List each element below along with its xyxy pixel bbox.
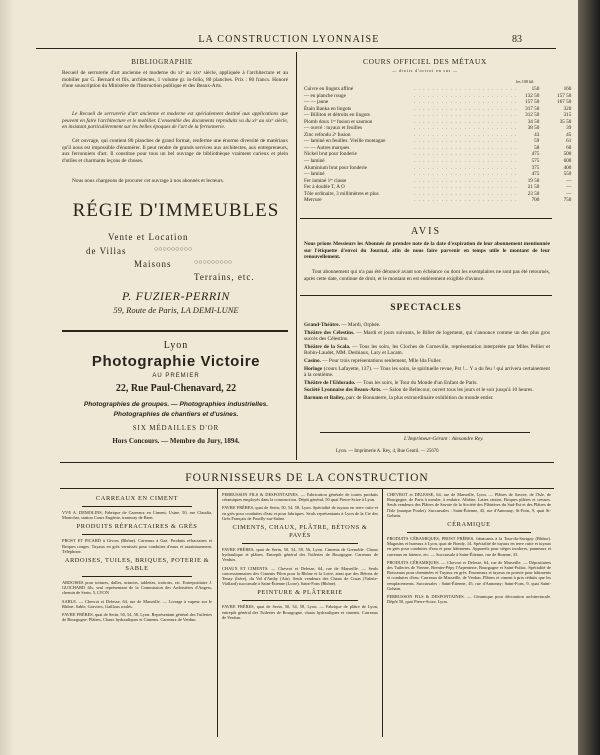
supplier-entry: PRODUITS CÉRAMIQUES, PROST FRÈRES, fabricants à la Tour-du-Savigny (Rhône). Magasins et bureaux à Lyon, quai de Bondy, 14. Spécialité de tuyaux en terre cuite et tuyaux en grès pour conduites d'eau et pour bâtiments. Appareils pour sièges inodores, panneaux et carreaux en faïence, etc. — Succursale à Saint-Étienne, rue de Roanne, 33.: [387, 536, 551, 557]
leader-dots: . . . . . . . . . . . . . . . . . . . . . . .: [414, 125, 518, 132]
supplier-entry: PERRUSSON FILS & DESFONTAINES. — Céramique pour décoration architecturale. Dépôt 50, quai Pierre-Scize, Lyon.: [387, 594, 551, 605]
leader-dots: . . . . . . . . . . . . . . . . . . . . . . .: [414, 151, 518, 158]
regie-line-1: Vente et Location: [108, 232, 189, 242]
supplier-entry: CHAUX ET CIMENTS. — Chevrot et Delesse, 64, rue de Marseille. — Seuls concessionnaires des Ciments Pilon pour la Rhône et la Loire, ainsi que des Bétons de Tenay (Isère), du Val d'Amby (Ain). Seuls vendeurs des Chaux de Cruas (Valette-Viallard) succursale à Saint-Étienne (Loire), Saint-Fons (Rhône).: [222, 565, 378, 587]
leader-dots: . . . . . . . . . . . . . . . . . . . . . . .: [414, 184, 518, 191]
category-rule: [407, 532, 531, 533]
fourn-sub-rule: [60, 488, 554, 489]
supplier-entry: FAVRE FRÈRES, quai de Serin, 50, 54, 58, Lyon. Spécialité de tuyaux en terre cuite et en grès pour conduites d'eau et pour fabriques. Seuls représentants à Lyon de la Cie des Grès Français de Pouilly-sur-Saône.: [222, 505, 378, 521]
price-low: 475: [531, 151, 540, 158]
leader-dots: . . . . . . . . . . . . . . . . . . . . . . .: [414, 144, 518, 151]
regie-line-4: Terrains, etc.: [194, 272, 255, 282]
photo-city: Lyon: [163, 340, 189, 351]
price-low: 43: [534, 131, 540, 138]
supplier-entry: FAVRE FRÈRES, quai de Serin, 50, 54, 58, 56, Lyon. Ciments de Grenoble. Chaux hydraulique et plâtres. Entrepôt général des Tuileries de Bourgogne. Carreaux de Verdun.: [222, 547, 378, 563]
venue-name: Grand-Théâtre.: [304, 322, 340, 328]
venue-name: Barnum et Bailey,: [304, 394, 345, 401]
regie-dots-2: ○○○○○○○○○: [194, 259, 233, 266]
metal-name: — laminé en feuilles. Vieille montagne: [304, 138, 386, 145]
avis-rule: [300, 295, 552, 296]
fourn-column-3: [387, 492, 551, 607]
price-high: 45: [566, 131, 572, 138]
price-high: 750: [563, 197, 572, 204]
category-rule: [82, 506, 192, 507]
price-high: 320: [563, 105, 572, 112]
metal-row: [304, 197, 572, 204]
venue-programme: parc de Bonnaterre, la plus extraordinaire exhibition du monde entier.: [344, 394, 494, 401]
leader-dots: . . . . . . . . . . . . . . . . . . . . . . .: [414, 197, 518, 204]
venue-name: Théâtre des Célestins.: [304, 329, 355, 336]
regie-line-3: Maisons: [134, 259, 172, 269]
column-divider: [296, 52, 297, 460]
supplier-entry: FAVRE FRÈRES, quai de Serin, 50, 54, 58, Lyon. — Fabrique de plâtre de Lyon, entrepôt général des Tuileries de Bourgogne, chaux hydrauliques et ciments. Carreaux de Verdun.: [222, 604, 378, 620]
photo-medals: SIX MÉDAILLES D'OR: [132, 425, 220, 432]
page-binding: [0, 0, 14, 755]
spectacle-entry: [304, 380, 550, 387]
price-low: 157 50: [525, 99, 540, 106]
page-number: 83: [512, 34, 522, 45]
metal-name: Mercure: [304, 197, 322, 204]
supplier-entry: FAVRE FRÈRES, quai de Serin, 50, 54, 58, Lyon. Représentant général des Tuileries de Bourgogne. Plâtres, Chaux hydrauliques et Ciments. Carreaux de Verdun.: [62, 612, 212, 623]
cours-table: [304, 86, 572, 204]
regie-address: 59, Route de Paris, LA DEMI-LUNE: [113, 305, 239, 315]
fourn-column-2: [222, 492, 378, 623]
price-low: 34 50: [527, 118, 540, 125]
supplier-entry: CHEVROT et DELESSE, 64, rue de Marseille, Lyon. — Plâtres de Savoie, de l'Isle, de Bourgogne, de Paris à mouler, à enduire. Albâtre, Lattes raisins. Briques plâtres et creuses. Seuls vendeurs des Plâtres de Savoie de la Société des Plâtrières du Sud-Est et des Plâtres de l'Isle (marque Poulet). Succursales : Saint-Étienne, 45, rue d'Annonay; St-Fons, 9, quai St-Gobain.: [387, 492, 551, 518]
leader-dots: . . . . . . . . . . . . . . . . . . . . . . .: [414, 131, 518, 138]
spectacle-entry: [304, 358, 550, 365]
price-low: 23 50: [527, 190, 540, 197]
price-low: 59: [534, 138, 540, 145]
regie-line-2: de Villas: [86, 246, 127, 256]
price-low: 58: [534, 144, 540, 151]
cours-subtitle: — droits d'octroi en sus —: [392, 68, 458, 73]
page-edge-shadow: [578, 0, 600, 755]
spectacles-list: [304, 322, 550, 403]
venue-name: Casino.: [304, 357, 321, 364]
price-low: 375: [531, 164, 540, 171]
supplier-entry: SABLE. — Chevrot et Delesse, 64, rue de Marseille. — Livrage à vapeur sur le Rhône. Sable, Graviers, Gaillous roulés.: [62, 598, 212, 609]
biblio-para-3: Cet ouvrage, qui contient 80 planches de grand format, renferme une énorme diversité de matériaux qu'il nous est impossible d'énumérer. Il peut rendre de grands services aux architectes, aux entrepreneurs, aux ferronniers d'art. Il constitue pour tous un bel ouvrage de bibliothèque vraiment curieux et plein d'utiles et charmants leçons de choses.: [62, 138, 288, 164]
metal-name: Tôle ordinaire, 3 millimètres et plus: [304, 190, 379, 197]
gerant-line: L'Imprimeur-Gérant : Alexandre Rey.: [404, 436, 484, 442]
supplier-category: CÉRAMIQUE: [447, 521, 491, 529]
price-high: 39: [566, 125, 572, 132]
price-high: —: [566, 184, 572, 191]
photo-name: Photographie Victoire: [91, 353, 261, 370]
metal-name: Cuivre en lingots affiné: [304, 86, 354, 92]
venue-programme: — Tous les soirs, les Cloches de Corneville, représentation interprétée par Miles Pellier et Robin-Laudet, MM. Desbiaux, Lary et Lacam.: [304, 343, 550, 357]
venue-name: Théâtre de la Scala.: [304, 343, 351, 350]
category-rule: [242, 600, 358, 601]
supplier-entry: PERRUSSON FILS & DESFONTAINES. — Fabrication générale de toutes produits céramiques employés dans la construction. Dépôt général, 50 quai Pierre-Scize à Lyon.: [222, 492, 378, 503]
avis-para-2: Tout abonnement qui n'a pas été dénoncé avant son échéance ou dont les exemplaires ne sont pas été retournés, après cette date, continue de droit, et le montant en est entièrement exigible d'avance.: [304, 269, 550, 282]
metal-name: Fer laminé 1ʳᵉ classe: [304, 177, 347, 184]
price-high: 157 50: [557, 92, 572, 99]
fourn-divider-2: [382, 489, 383, 737]
price-low: 132 50: [525, 92, 540, 99]
metal-name: — — Autres marques: [304, 144, 350, 151]
price-high: 160: [563, 86, 572, 92]
metal-name: Zinc refondu 2ᵉ fusion: [304, 131, 351, 138]
price-high: 500: [563, 151, 572, 158]
price-low: 21 50: [527, 184, 540, 191]
regie-title: RÉGIE D'IMMEUBLES: [72, 200, 280, 221]
supplier-category: PRODUITS RÉFRACTAIRES & GRÈS: [76, 523, 198, 531]
leader-dots: . . . . . . . . . . . . . . . . . . . . . . .: [414, 92, 518, 99]
category-rule: [82, 534, 192, 535]
price-high: 61: [566, 138, 572, 145]
price-low: 150: [531, 86, 540, 92]
category-rule: [242, 543, 358, 544]
price-low: 575: [531, 158, 540, 165]
metal-name: — laminé: [304, 158, 325, 165]
price-high: 550: [563, 171, 572, 178]
cours-rule: [300, 218, 552, 219]
spectacle-entry: [304, 330, 550, 343]
photo-line-1: Photographies de groupes. — Photographies industrielles.: [83, 401, 269, 408]
regie-owner: P. FUZIER-PERRIN: [121, 289, 231, 303]
supplier-category: PEINTURE & PLÂTRERIE: [257, 589, 343, 597]
fourn-top-rule: [60, 462, 554, 463]
metal-name: — — jaune: [304, 99, 329, 106]
price-high: 35 50: [559, 118, 572, 125]
photo-address: 22, Rue Paul-Chenavard, 22: [115, 383, 237, 394]
price-high: 600: [563, 158, 572, 165]
metal-name: Aluminium brut pour fonderie: [304, 164, 367, 171]
supplier-category: CARREAUX EN CIMENT: [95, 495, 179, 502]
spectacles-title: SPECTACLES: [390, 303, 462, 313]
regie-rule: [62, 330, 288, 332]
price-high: 315: [563, 112, 572, 119]
leader-dots: . . . . . . . . . . . . . . . . . . . . . . .: [414, 112, 518, 119]
leader-dots: . . . . . . . . . . . . . . . . . . . . . . .: [414, 177, 518, 184]
venue-programme: — Mardi et jours suivants, le Billet de logement, qui s'annonce comme un des plus gros succès des Célestins.: [304, 329, 550, 343]
metal-name: — laminé: [304, 171, 325, 178]
venue-programme: — Tous les soirs, le Tour du Monde d'un Enfant de Paris.: [355, 379, 478, 386]
price-low: 475: [531, 171, 540, 178]
supplier-category: CIMENTS, CHAUX, PLÂTRE, BÉTONS & PAVÉS: [232, 524, 368, 540]
spectacles-rule: [320, 432, 530, 433]
price-low: 312 50: [525, 112, 540, 119]
venue-programme: — Pour trois représentations seulement, Mlle Ida Fuller.: [320, 357, 442, 364]
price-low: 700: [531, 197, 540, 204]
photo-hors-concours: Hors Concours. — Membre du Jury, 1894.: [112, 437, 240, 445]
metal-name: Plomb doux 1ʳᵉ fusion et saumon: [304, 118, 373, 125]
price-low: 317 50: [525, 105, 540, 112]
supplier-category: ARDOISES, TUILES, BRIQUES, POTERIE & SABLE: [64, 557, 210, 573]
venue-programme: — Salon de Bellecour, ouvert tous les jours et le soir jusqu'à 10 heures.: [381, 387, 534, 394]
category-rule: [82, 576, 192, 577]
metal-name: Fer à double T, A O: [304, 184, 345, 191]
leader-dots: . . . . . . . . . . . . . . . . . . . . . . .: [414, 164, 518, 171]
printer-line: Lyon. — Imprimerie A. Rey, 4, Rue Gentil. — 25670: [336, 449, 439, 454]
supplier-entry: VVE A. DEMOLINS, Fabrique de Carreaux en Ciment, Usine, 50, rue Claudia, Montchat, station Cours Eugénie, tramway de Bron.: [62, 510, 212, 521]
metal-name: — en planche rouge: [304, 92, 346, 99]
leader-dots: . . . . . . . . . . . . . . . . . . . . . . .: [414, 171, 518, 178]
avis-para-1: Nous prions Messieurs les Abonnés de prendre note de la date d'expiration de leur abonnement mentionnée sur l'étiquette d'envoi du Journal, afin de nous faire parvenir en temps utile le montant de leur renouvellement.: [304, 241, 550, 261]
cours-title: COURS OFFICIEL DES MÉTAUX: [363, 57, 487, 66]
leader-dots: . . . . . . . . . . . . . . . . . . . . . . .: [414, 138, 518, 145]
metal-name: Nickel brut pour fonderie: [304, 151, 357, 158]
photo-floor: AU PREMIER: [152, 373, 200, 379]
fourn-column-1: [62, 492, 212, 625]
biblio-title: BIBLIOGRAPHIE: [131, 58, 193, 66]
venue-name: Société Lyonnaise des Beaux-Arts.: [304, 387, 382, 394]
leader-dots: . . . . . . . . . . . . . . . . . . . . . . .: [414, 99, 518, 106]
biblio-para-2: Le Recueil de serrurerie d'art ancienne et moderne est spécialement destiné aux applications que peuvent en faire l'architecture et le mobilier. L'ensemble des documents reproduits va du xiᵉ au xixᵉ siècle, en insistant particulièrement sur les belles époques de l'art de la ferronnerie.: [62, 111, 288, 131]
header-rule: [36, 48, 556, 49]
spectacle-entry: [304, 344, 550, 357]
price-high: —: [566, 190, 572, 197]
metal-name: Étain Banka en lingots: [304, 105, 352, 112]
regie-advert: [62, 190, 290, 324]
metal-name: — ouvré : tuyaux et feuilles: [304, 125, 363, 132]
leader-dots: . . . . . . . . . . . . . . . . . . . . . . .: [414, 118, 518, 125]
supplier-entry: PROST ET PICARD à Givors (Rhône). Carreaux à Gaz. Produits réfractaires et Briques rouges. Tuyaux en grès vernissés pour conduites d'eaux et assainissement. Téléphone.: [62, 538, 212, 554]
fourn-divider-1: [217, 489, 218, 737]
leader-dots: . . . . . . . . . . . . . . . . . . . . . . .: [414, 190, 518, 197]
leader-dots: . . . . . . . . . . . . . . . . . . . . . . .: [414, 105, 518, 112]
price-high: 60: [566, 144, 572, 151]
spectacle-entry: [304, 322, 550, 329]
spectacle-entry: [304, 366, 550, 379]
regie-dots-1: ○○○○○○○○○: [154, 246, 193, 253]
running-header: LA CONSTRUCTION LYONNAISE: [198, 34, 380, 45]
supplier-entry: PRODUITS CÉRAMIQUES. — Chevrot et Delesse, 64, rue de Marseille. — Dépositaires des Tuileries de Vienne, Brenier-Pépy l'Arpenterie, Bourgogne et Saint-Fuliac. Spécialité de Boisseaux pour cheminées et Tuyaux en grès. Fourneaux et tuyaux en poterie pour bâtiments et conduites d'eau. Carreaux de Marseille, de Verdun. Plâtres et ciment à prix réduits que les remplacements. Succursales : Saint-Étienne, 45, rue d'Annonay; Saint-Fons, 9, quai Saint-Gobain.: [387, 559, 551, 591]
leader-dots: . . . . . . . . . . . . . . . . . . . . . . .: [414, 158, 518, 165]
fourn-title: FOURNISSEURS DE LA CONSTRUCTION: [185, 472, 429, 484]
avis-title: AVIS: [410, 226, 442, 237]
cours-unit: les 100 kil.: [516, 79, 535, 84]
venue-name: Théâtre de l'Eldorado.: [304, 379, 356, 386]
supplier-entry: ARDOISES pour toitures, dalles, urinoirs, tablettes, trottoirs, etc. Entrepositaire J. GUICHARD fils, seul représentant de la Commission des Ardoisières d'Angers, chemin de Serin, 5, LYON: [62, 580, 212, 596]
biblio-para-4: Nous nous chargeons de procurer cet ouvrage à nos abonnés et lecteurs.: [72, 178, 224, 184]
spectacle-entry: [304, 387, 550, 394]
price-low: 19 50: [527, 177, 540, 184]
photo-line-2: Photographies de chantiers et d'usines.: [113, 411, 239, 418]
venue-name: Horloge: [304, 365, 323, 372]
venue-programme: (cours Lafayette, 137). — Tous les soirs, le spirituelle revue, Pst !... Y a du feu ! qui arrivera certainement à la centième.: [304, 365, 550, 379]
price-low: 38 50: [527, 125, 540, 132]
metal-name: — Billiton et détroits en lingots: [304, 112, 370, 119]
spectacle-entry: [304, 395, 550, 402]
price-high: 167 50: [557, 99, 572, 106]
price-high: —: [566, 177, 572, 184]
biblio-para-1: Recueil de serrurerie d'art ancienne et moderne du xiᵉ au xixᵉ siècle, appliquée à l'architecture et au mobilier par G. Bernard et fils, architectes, 1 volume gr. in-folio, 80 planches. Prix : 80 francs. Honoré d'une souscription du Ministère de l'Instruction publique et des Beaux-Arts.: [62, 70, 288, 90]
price-high: 400: [563, 164, 572, 171]
leader-dots: . . . . . . . . . . . . . . . . . . . . . . .: [414, 86, 518, 92]
venue-programme: — Mardi, Orphée.: [339, 322, 381, 328]
